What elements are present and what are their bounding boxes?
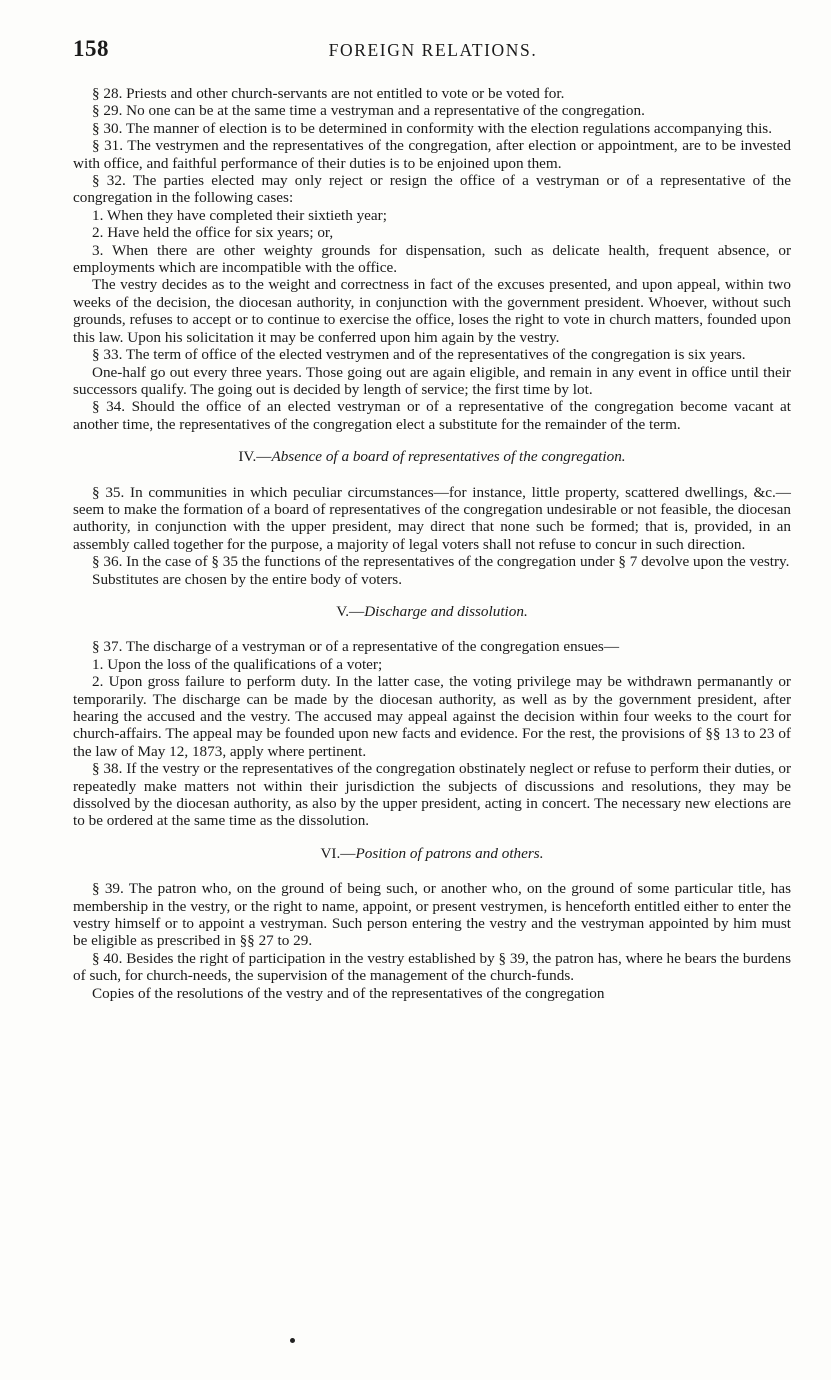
paragraph: § 40. Besides the right of participation in the vestry established by § 39, the patron has, where he bears the burdens of such, for church-needs, the supervision of the management of the church-funds.	[73, 949, 791, 985]
paragraph: 3. When there are other weighty grounds for dispensation, such as delicate health, frequent absence, or employments which are incompatible with the office.	[73, 241, 791, 277]
body-text	[73, 85, 791, 1002]
page-number: 158	[73, 36, 109, 61]
section-title: Position of patrons and others.	[355, 844, 544, 862]
section-number: V.—	[336, 602, 365, 620]
paragraph: § 33. The term of office of the elected vestrymen and of the representatives of the congregation is six years.	[92, 346, 746, 364]
section-number: VI.—	[320, 844, 356, 862]
paragraph: § 30. The manner of election is to be determined in conformity with the election regulations accompanying this.	[92, 119, 773, 137]
section-number: IV.—	[238, 448, 272, 466]
paragraph: § 28. Priests and other church-servants are not entitled to vote or be voted for.	[92, 85, 565, 102]
section-heading	[73, 448, 791, 465]
paragraph: Copies of the resolutions of the vestry and of the representatives of the congregation	[92, 984, 605, 1002]
section-heading	[73, 603, 791, 620]
paragraph: § 32. The parties elected may only reject or resign the office of a vestryman or of a representative of the congregation in the following cases:	[73, 172, 791, 207]
paragraph: § 34. Should the office of an elected vestryman or of a representative of the congregation become vacant at another time, the representatives of the congregation elect a substitute for the remainder of the term.	[73, 398, 791, 433]
paragraph: § 31. The vestrymen and the representatives of the congregation, after election or appointment, are to be invested with office, and faithful performance of their duties is to be enjoined upon them.	[73, 137, 791, 172]
paragraph: The vestry decides as to the weight and correctness in fact of the excuses presented, and upon appeal, within two weeks of the decision, the diocesan authority, in conjunction with the government president. Whoever, without such grounds, refuses to accept or to continue to exercise the office, loses the right to vote in church matters, founded upon this law. Upon his solicitation it may be conferred upon him again by the vestry.	[73, 276, 791, 346]
section-title: Absence of a board of representatives of the congregation.	[271, 448, 626, 466]
section-title: Discharge and dissolution.	[364, 602, 528, 620]
paragraph: § 39. The patron who, on the ground of being such, or another who, on the ground of some particular title, has membership in the vestry, or the right to name, appoint, or present vestrymen, is henceforth entitled either to enter the vestry himself or to appoint a vestryman. Such person entering the vestry and the vestryman appointed by him must be eligible as prescribed in §§ 27 to 29.	[73, 880, 791, 950]
paragraph: § 36. In the case of § 35 the functions of the representatives of the congregation under § 7 devolve upon the vestry.	[92, 553, 790, 571]
running-head: FOREIGN RELATIONS.	[328, 40, 538, 60]
paragraph: 2. Have held the office for six years; or,	[92, 224, 334, 242]
paragraph: Substitutes are chosen by the entire body of voters.	[92, 570, 403, 588]
paragraph: § 37. The discharge of a vestryman or of a representative of the congregation ensues—	[92, 638, 620, 656]
section-heading	[73, 845, 791, 862]
print-speck	[290, 1338, 295, 1343]
paragraph: 1. Upon the loss of the qualifications of a voter;	[92, 655, 383, 673]
page-header	[73, 36, 793, 64]
paragraph: § 29. No one can be at the same time a vestryman and a representative of the congregation.	[92, 102, 645, 120]
paragraph: § 35. In communities in which peculiar circumstances—for instance, little property, scattered dwellings, &c.—seem to make the formation of a board of representatives of the congregation undesirable or not feasible, the diocesan authority, in conjunction with the upper president, may direct that none such be formed; that is, provided, in an assembly called together for the purpose, a majority of legal voters shall not refuse to concur in such direction.	[73, 483, 791, 553]
paragraph: 2. Upon gross failure to perform duty. In the latter case, the voting privilege may be withdrawn permanantly or temporarily. The discharge can be made by the diocesan authority, as well as by the government president, after hearing the accused and the vestry. The accused may appeal against the decision within four weeks to the court for church-affairs. The appeal may be founded upon new facts and evidence. For the rest, the provisions of §§ 13 to 23 of the law of May 12, 1873, apply where pertinent.	[73, 673, 791, 760]
paragraph: 1. When they have completed their sixtieth year;	[92, 206, 387, 224]
paragraph: § 38. If the vestry or the representatives of the congregation obstinately neglect or refuse to perform their duties, or repeatedly make matters not within their jurisdiction the subjects of discussions and resolutions, they may be dissolved by the diocesan authority, as also by the upper president, acting in concert. The necessary new elections are to be ordered at the same time as the dissolution.	[73, 760, 791, 830]
paragraph: One-half go out every three years. Those going out are again eligible, and remain in any event in office until their successors qualify. The going out is decided by length of service; the first time by lot.	[73, 363, 791, 398]
